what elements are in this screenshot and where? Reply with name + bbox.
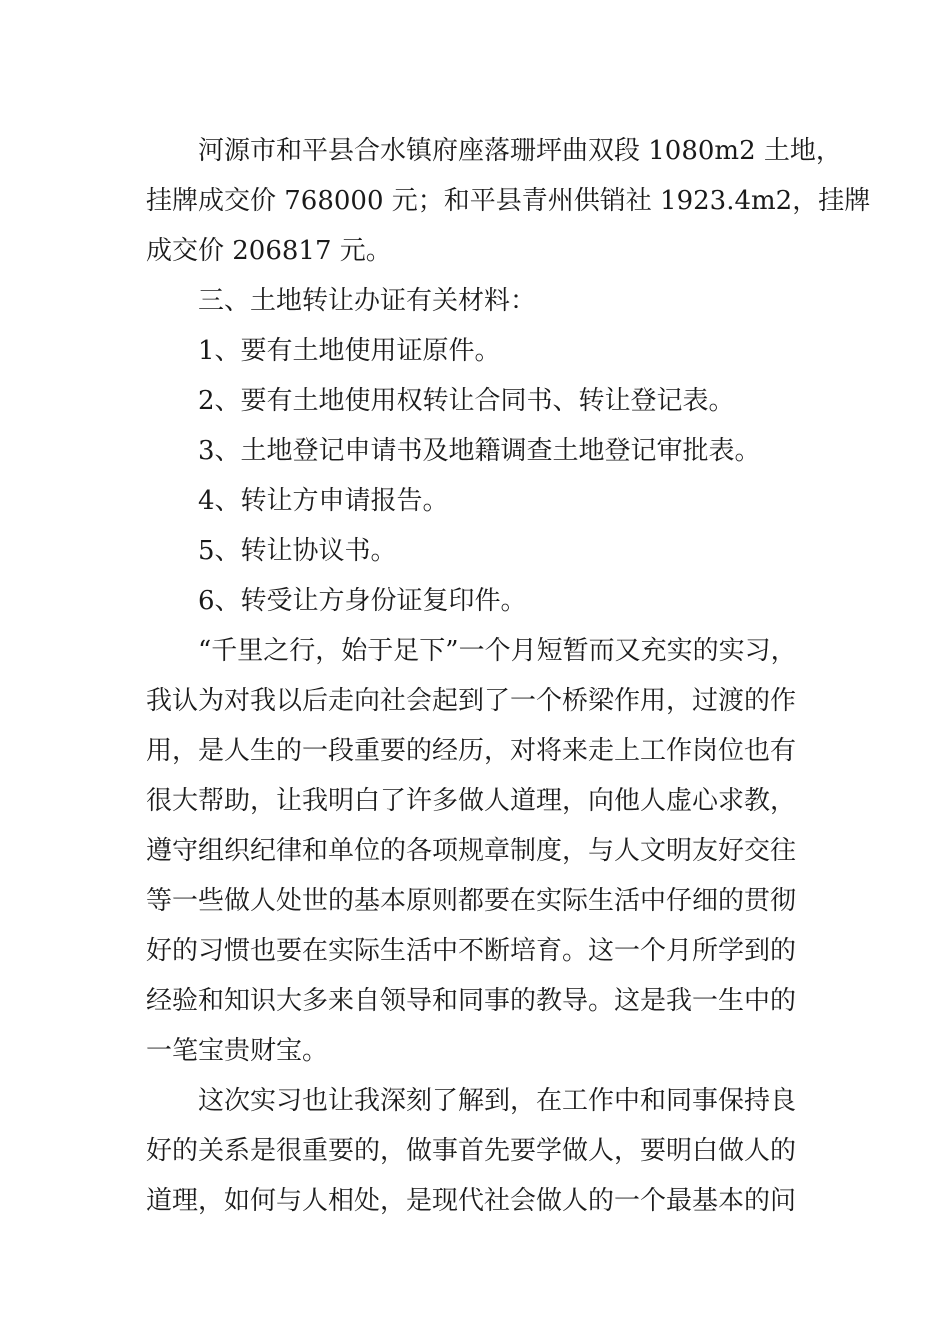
paragraph-line: 成交价 206817 元。: [146, 236, 392, 266]
paragraph-line: 很大帮助，让我明白了许多做人道理，向他人虚心求教，: [146, 786, 797, 816]
body-text: [146, 126, 871, 1226]
list-item: 2、要有土地使用权转让合同书、转让登记表。: [198, 386, 735, 416]
paragraph-line: 遵守组织纪律和单位的各项规章制度，与人文明友好交往: [146, 836, 797, 866]
list-item: 6、转受让方身份证复印件。: [198, 586, 527, 616]
paragraph-line: 一笔宝贵财宝。: [146, 1036, 329, 1066]
section-heading: 三、土地转让办证有关材料：: [198, 286, 537, 316]
paragraph-line: 等一些做人处世的基本原则都要在实际生活中仔细的贯彻: [146, 886, 797, 916]
paragraph-line: “千里之行，始于足下”一个月短暂而又充实的实习，: [198, 636, 797, 666]
paragraph-line: 河源市和平县合水镇府座落珊坪曲双段 1080m2 土地，: [198, 136, 842, 166]
list-item: 1、要有土地使用证原件。: [198, 336, 501, 366]
paragraph-line: 我认为对我以后走向社会起到了一个桥梁作用，过渡的作: [146, 686, 797, 716]
paragraph-line: 这次实习也让我深刻了解到，在工作中和同事保持良: [198, 1086, 797, 1116]
list-item: 3、土地登记申请书及地籍调查土地登记审批表。: [198, 436, 761, 466]
paragraph-line: 用，是人生的一段重要的经历，对将来走上工作岗位也有: [146, 736, 797, 766]
list-item: 4、转让方申请报告。: [198, 486, 449, 516]
paragraph-line: 好的关系是很重要的，做事首先要学做人，要明白做人的: [146, 1136, 797, 1166]
paragraph-line: 道理，如何与人相处，是现代社会做人的一个最基本的问: [146, 1186, 797, 1216]
paragraph-line: 经验和知识大多来自领导和同事的教导。这是我一生中的: [146, 986, 797, 1016]
list-item: 5、转让协议书。: [198, 536, 397, 566]
paragraph-line: 挂牌成交价 768000 元；和平县青州供销社 1923.4m2，挂牌: [146, 186, 871, 216]
paragraph-line: 好的习惯也要在实际生活中不断培育。这一个月所学到的: [146, 936, 797, 966]
